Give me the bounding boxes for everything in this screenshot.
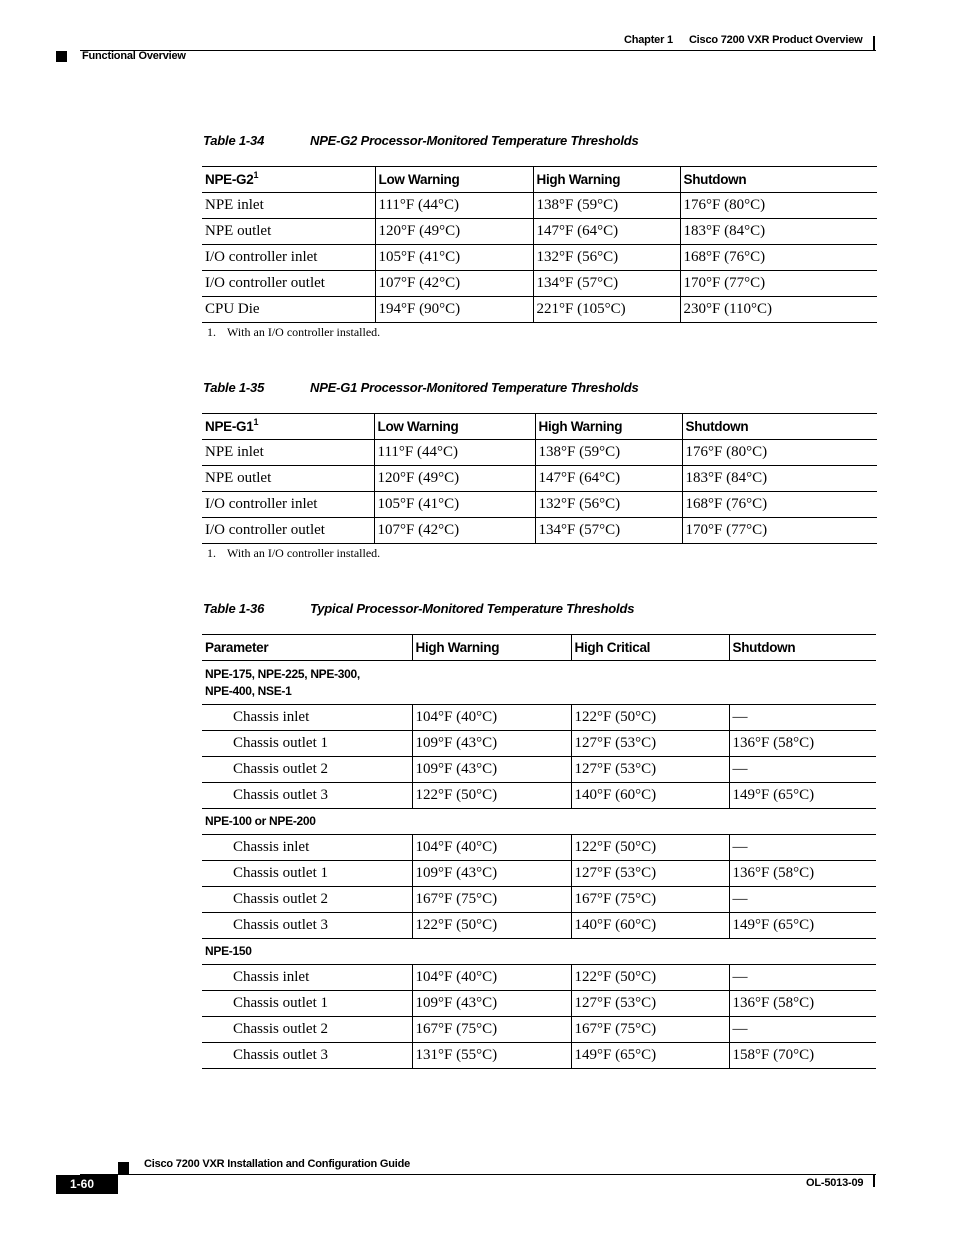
- table-row: [202, 466, 877, 492]
- header-rule: [80, 50, 876, 51]
- table-cell: I/O controller inlet: [202, 245, 375, 271]
- table-cell: 105°F (41°C): [374, 492, 535, 518]
- table-row: [202, 518, 877, 544]
- table-34-header-row: [202, 167, 877, 193]
- table-36-number: Table 1-36: [203, 601, 265, 616]
- table-cell: Chassis outlet 2: [202, 887, 412, 913]
- table-cell: Chassis inlet: [202, 705, 412, 731]
- table-cell: I/O controller outlet: [202, 518, 374, 544]
- table-row: [202, 757, 876, 783]
- group-label-line: NPE-400, NSE-1: [205, 683, 292, 698]
- running-header-section: Functional Overview: [82, 50, 186, 62]
- table-cell: 122°F (50°C): [571, 835, 729, 861]
- chapter-title: Cisco 7200 VXR Product Overview: [688, 34, 863, 46]
- table-cell: NPE outlet: [202, 466, 374, 492]
- table-row: [202, 245, 877, 271]
- table-cell: 194°F (90°C): [375, 297, 533, 323]
- table-row: [202, 440, 877, 466]
- table-35-col-header: NPE-$G1^1$: [202, 414, 374, 440]
- table-cell: 140°F (60°C): [571, 913, 729, 939]
- table-cell: 104°F (40°C): [412, 835, 571, 861]
- table-cell: 127°F (53°C): [571, 757, 729, 783]
- table-cell: Chassis outlet 1: [202, 731, 412, 757]
- footnote-mark: 1: [253, 417, 259, 427]
- table-cell: 131°F (55°C): [412, 1043, 571, 1069]
- table-cell: 158°F (70°C): [729, 1043, 876, 1069]
- footnote-text: With an I/O controller installed.: [227, 325, 381, 339]
- table-cell: 109°F (43°C): [412, 991, 571, 1017]
- table-35-caption: [203, 380, 639, 395]
- table-cell: 230°F (110°C): [680, 297, 877, 323]
- table-cell: 111°F (44°C): [375, 193, 533, 219]
- table-35-col-header: Low Warning: [374, 414, 535, 440]
- table-35-title: NPE-G1 Processor-Monitored Temperature Thresholds: [310, 380, 639, 395]
- table-cell: 127°F (53°C): [571, 991, 729, 1017]
- table-cell: Chassis outlet 3: [202, 783, 412, 809]
- table-cell: 104°F (40°C): [412, 965, 571, 991]
- header-vertical-bar: [873, 36, 875, 51]
- table-cell: 120°F (49°C): [375, 219, 533, 245]
- table-row: [202, 492, 877, 518]
- table-36-col-header: High Warning: [412, 635, 571, 661]
- table-row: [202, 705, 876, 731]
- table-cell: Chassis outlet 1: [202, 861, 412, 887]
- group-header-row: [202, 809, 876, 835]
- table-row: [202, 991, 876, 1017]
- header-marker-block: [56, 51, 67, 62]
- footnote-number: 1.: [207, 325, 216, 339]
- table-34-col-header: Shutdown: [680, 167, 877, 193]
- group-header-row: [202, 939, 876, 965]
- table-cell: 167°F (75°C): [412, 1017, 571, 1043]
- table-cell: —: [729, 757, 876, 783]
- table-cell: Chassis outlet 3: [202, 1043, 412, 1069]
- table-cell: Chassis inlet: [202, 835, 412, 861]
- table-cell: 134°F (57°C): [535, 518, 682, 544]
- table-36-title: Typical Processor-Monitored Temperature Thresholds: [310, 601, 635, 616]
- table-cell: CPU Die: [202, 297, 375, 323]
- footer-marker-block: [118, 1162, 129, 1174]
- table-cell: 122°F (50°C): [412, 913, 571, 939]
- table-cell: 109°F (43°C): [412, 861, 571, 887]
- table-35: [202, 413, 877, 544]
- group-label-line: NPE-175, NPE-225, NPE-300,: [205, 666, 360, 681]
- table-cell: 122°F (50°C): [571, 705, 729, 731]
- table-34-number: Table 1-34: [203, 133, 265, 148]
- table-row: [202, 913, 876, 939]
- table-cell: Chassis outlet 3: [202, 913, 412, 939]
- table-34-col-header: High Warning: [533, 167, 680, 193]
- table-cell: 147°F (64°C): [533, 219, 680, 245]
- footnote-mark: 1: [253, 170, 259, 180]
- table-cell: —: [729, 887, 876, 913]
- table-row: [202, 965, 876, 991]
- table-row: [202, 835, 876, 861]
- table-cell: Chassis inlet: [202, 965, 412, 991]
- table-cell: 183°F (84°C): [682, 466, 877, 492]
- table-cell: —: [729, 835, 876, 861]
- table-row: [202, 861, 876, 887]
- table-cell: 105°F (41°C): [375, 245, 533, 271]
- table-36-col-header: Shutdown: [729, 635, 876, 661]
- table-cell: 176°F (80°C): [682, 440, 877, 466]
- table-cell: —: [729, 1017, 876, 1043]
- table-cell: 111°F (44°C): [374, 440, 535, 466]
- table-cell: 136°F (58°C): [729, 861, 876, 887]
- table-cell: 168°F (76°C): [682, 492, 877, 518]
- table-cell: 149°F (65°C): [729, 913, 876, 939]
- table-cell: 176°F (80°C): [680, 193, 877, 219]
- chapter-label: Chapter 1: [624, 34, 673, 46]
- table-cell: 167°F (75°C): [571, 887, 729, 913]
- table-cell: NPE inlet: [202, 440, 374, 466]
- table-35-col-header: Shutdown: [682, 414, 877, 440]
- table-row: [202, 219, 877, 245]
- table-cell: Chassis outlet 1: [202, 991, 412, 1017]
- table-cell: 168°F (76°C): [680, 245, 877, 271]
- table-cell: 170°F (77°C): [680, 271, 877, 297]
- table-35-number: Table 1-35: [203, 380, 265, 395]
- table-cell: NPE outlet: [202, 219, 375, 245]
- page-number: 1-60: [70, 1177, 95, 1191]
- table-cell: 149°F (65°C): [729, 783, 876, 809]
- footer-rule: [80, 1174, 876, 1175]
- table-cell: 140°F (60°C): [571, 783, 729, 809]
- table-35-header-row: [202, 414, 877, 440]
- group-label-line: NPE-100 or NPE-200: [205, 814, 316, 828]
- table-row: [202, 887, 876, 913]
- table-cell: Chassis outlet 2: [202, 1017, 412, 1043]
- table-cell: 149°F (65°C): [571, 1043, 729, 1069]
- group-label-line: NPE-150: [205, 944, 252, 958]
- table-cell: 183°F (84°C): [680, 219, 877, 245]
- table-cell: 107°F (42°C): [375, 271, 533, 297]
- table-34-col-header: Low Warning: [375, 167, 533, 193]
- table-cell: 122°F (50°C): [571, 965, 729, 991]
- table-row: [202, 783, 876, 809]
- table-36-caption: [203, 601, 634, 616]
- table-34: [202, 166, 877, 323]
- table-cell: 107°F (42°C): [374, 518, 535, 544]
- table-cell: I/O controller inlet: [202, 492, 374, 518]
- table-35-footnote: [207, 546, 380, 561]
- table-cell: 170°F (77°C): [682, 518, 877, 544]
- group-label: [202, 661, 876, 705]
- running-header-chapter: [624, 34, 862, 46]
- table-34-title: NPE-G2 Processor-Monitored Temperature Thresholds: [310, 133, 639, 148]
- table-row: [202, 731, 876, 757]
- table-cell: 109°F (43°C): [412, 731, 571, 757]
- table-cell: 122°F (50°C): [412, 783, 571, 809]
- table-row: [202, 297, 877, 323]
- table-cell: 104°F (40°C): [412, 705, 571, 731]
- table-cell: I/O controller outlet: [202, 271, 375, 297]
- table-cell: —: [729, 705, 876, 731]
- table-cell: 136°F (58°C): [729, 991, 876, 1017]
- table-36-header-row: [202, 635, 876, 661]
- table-36-col-header: Parameter: [202, 635, 412, 661]
- footer-guide-title: Cisco 7200 VXR Installation and Configuration Guide: [144, 1158, 411, 1170]
- table-cell: 138°F (59°C): [535, 440, 682, 466]
- table-cell: 120°F (49°C): [374, 466, 535, 492]
- table-cell: 132°F (56°C): [535, 492, 682, 518]
- table-cell: 136°F (58°C): [729, 731, 876, 757]
- footer-vertical-bar: [873, 1175, 875, 1187]
- group-label: [202, 939, 876, 965]
- table-cell: 138°F (59°C): [533, 193, 680, 219]
- table-cell: 127°F (53°C): [571, 731, 729, 757]
- table-row: [202, 193, 877, 219]
- table-cell: 134°F (57°C): [533, 271, 680, 297]
- table-row: [202, 1043, 876, 1069]
- table-cell: 127°F (53°C): [571, 861, 729, 887]
- table-row: [202, 271, 877, 297]
- footnote-number: 1.: [207, 546, 216, 560]
- table-36-col-header: High Critical: [571, 635, 729, 661]
- table-34-footnote: [207, 325, 380, 340]
- table-36: [202, 634, 876, 1069]
- table-cell: NPE inlet: [202, 193, 375, 219]
- document-number: OL-5013-09: [806, 1177, 864, 1189]
- table-34-col-header: NPE-$G2^1$: [202, 167, 375, 193]
- table-cell: —: [729, 965, 876, 991]
- table-cell: 167°F (75°C): [571, 1017, 729, 1043]
- group-header-row: [202, 661, 876, 705]
- table-cell: 147°F (64°C): [535, 466, 682, 492]
- table-cell: Chassis outlet 2: [202, 757, 412, 783]
- table-row: [202, 1017, 876, 1043]
- table-cell: 167°F (75°C): [412, 887, 571, 913]
- table-cell: 221°F (105°C): [533, 297, 680, 323]
- footnote-text: With an I/O controller installed.: [227, 546, 381, 560]
- table-35-col-header: High Warning: [535, 414, 682, 440]
- table-34-caption: [203, 133, 639, 148]
- table-cell: 109°F (43°C): [412, 757, 571, 783]
- group-label: [202, 809, 876, 835]
- table-cell: 132°F (56°C): [533, 245, 680, 271]
